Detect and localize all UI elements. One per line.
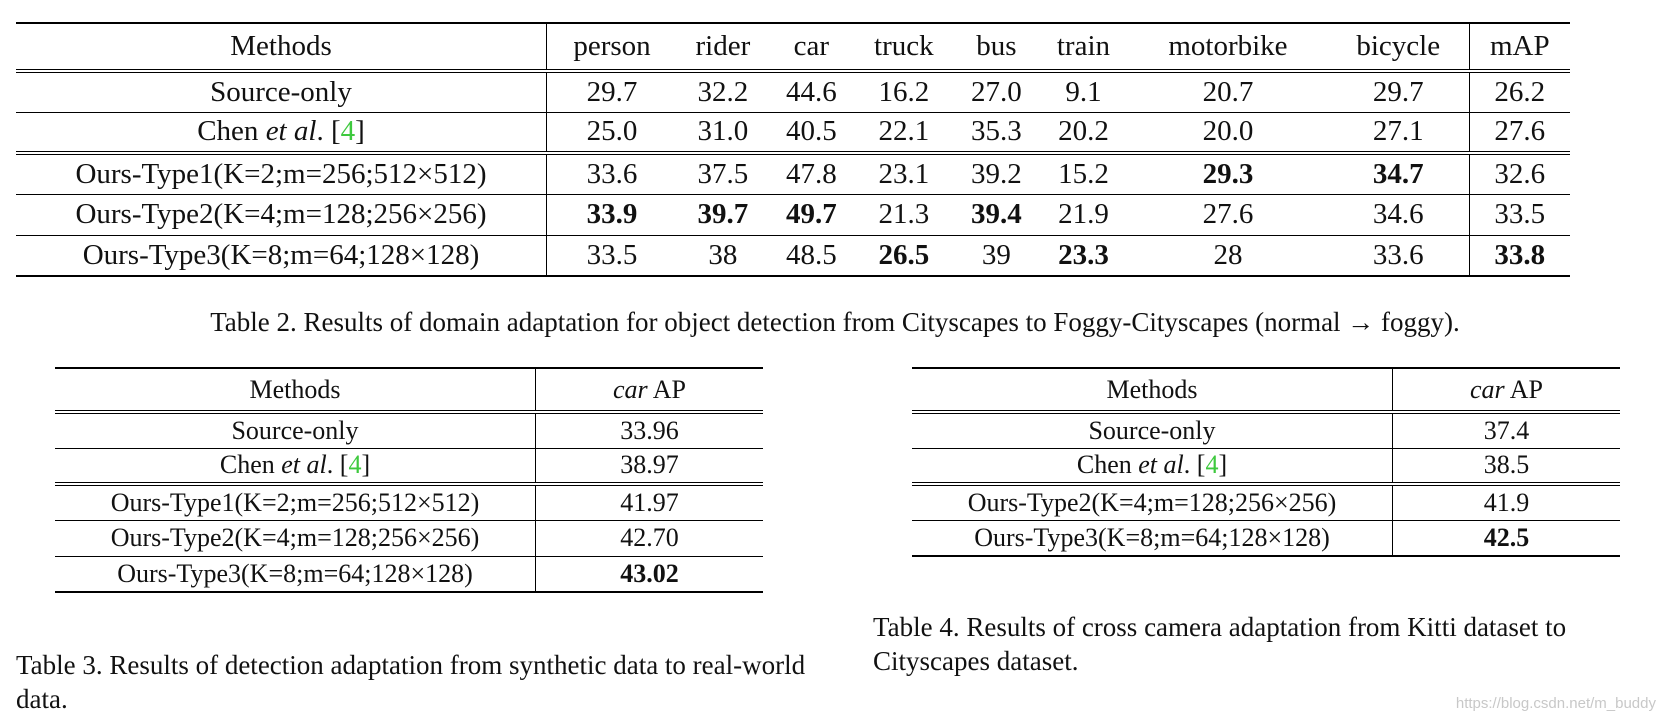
value-cell: 44.6 [769,71,854,112]
method-cell: Source-only [16,71,547,112]
value-cell: 16.2 [854,71,954,112]
table-row [16,112,1570,153]
value-cell: 9.1 [1039,71,1128,112]
value-cell-best: 39.7 [677,194,769,235]
table-row [912,484,1620,520]
table-4 [912,367,1620,557]
value-cell: 34.6 [1328,194,1469,235]
method-cell: Ours-Type3(K=8;m=64;128×128) [912,520,1393,556]
header-metric-text: AP [1504,374,1543,404]
value-cell: 20.7 [1128,71,1328,112]
value-cell: 20.2 [1039,112,1128,153]
value-cell: 35.3 [954,112,1039,153]
value-cell-best: 33.8 [1469,235,1570,276]
method-text: . [ [326,450,349,480]
table-header-row [912,368,1620,412]
watermark: https://blog.csdn.net/m_buddy [1455,695,1656,712]
value-cell: 25.0 [547,112,677,153]
table-row [912,448,1620,484]
value-cell-best: 43.02 [536,556,764,592]
citation-link[interactable]: 4 [348,450,362,480]
table-3-caption: Table 3. Results of detection adaptation from synthetic data to real-world data. [16,650,806,714]
value-cell: 33.5 [547,235,677,276]
table-4-caption: Table 4. Results of cross camera adaptation from Kitti dataset to Cityscapes dataset. [873,612,1567,676]
value-cell: 32.6 [1469,153,1570,194]
table-header-row [55,368,763,412]
header-methods: Methods [16,23,547,71]
method-cell [16,112,547,153]
value-cell: 33.5 [1469,194,1570,235]
method-text: Chen [219,450,282,480]
header-map: mAP [1469,23,1570,71]
header-car: car [769,23,854,71]
header-bicycle: bicycle [1328,23,1469,71]
header-car-ap [536,368,764,412]
value-cell: 41.9 [1393,484,1621,520]
value-cell: 27.6 [1469,112,1570,153]
method-cell: Ours-Type2(K=4;m=128;256×256) [16,194,547,235]
table-2 [16,22,1570,277]
method-text: ] [361,450,371,480]
table-row [16,71,1570,112]
citation-link[interactable]: 4 [1205,450,1219,480]
header-motorbike: motorbike [1128,23,1328,71]
value-cell-best: 26.5 [854,235,954,276]
method-cell [55,448,536,484]
method-italic-text: et al [1138,450,1184,480]
header-car-ap [1393,368,1621,412]
method-text: ] [355,115,365,148]
header-methods: Methods [55,368,536,412]
value-cell: 27.1 [1328,112,1469,153]
value-cell-best: 39.4 [954,194,1039,235]
table-row [55,484,763,520]
header-methods: Methods [912,368,1393,412]
value-cell: 40.5 [769,112,854,153]
value-cell: 41.97 [536,484,764,520]
table-row [912,412,1620,448]
table-row [55,520,763,556]
method-cell: Ours-Type1(K=2;m=256;512×512) [55,484,536,520]
value-cell: 38.97 [536,448,764,484]
header-truck: truck [854,23,954,71]
value-cell: 33.6 [547,153,677,194]
value-cell: 26.2 [1469,71,1570,112]
value-cell: 27.6 [1128,194,1328,235]
value-cell: 38.5 [1393,448,1621,484]
method-text: ] [1218,450,1228,480]
method-cell: Source-only [912,412,1393,448]
value-cell: 21.9 [1039,194,1128,235]
value-cell-best: 33.9 [547,194,677,235]
table-row [16,235,1570,276]
method-text: . [ [1183,450,1206,480]
header-metric-text: AP [647,374,686,404]
value-cell: 15.2 [1039,153,1128,194]
table-row [55,556,763,592]
table-3 [55,367,763,593]
value-cell: 29.7 [1328,71,1469,112]
method-italic-text: et al [281,450,327,480]
method-text: . [ [316,115,341,148]
method-cell: Ours-Type3(K=8;m=64;128×128) [55,556,536,592]
method-cell [912,448,1393,484]
method-cell: Ours-Type2(K=4;m=128;256×256) [912,484,1393,520]
value-cell: 42.70 [536,520,764,556]
value-cell: 39 [954,235,1039,276]
value-cell: 27.0 [954,71,1039,112]
value-cell-best: 42.5 [1393,520,1621,556]
header-metric-italic: car [613,374,648,404]
method-text: Chen [197,115,266,148]
method-cell: Ours-Type1(K=2;m=256;512×512) [16,153,547,194]
header-person: person [547,23,677,71]
method-cell: Ours-Type2(K=4;m=128;256×256) [55,520,536,556]
value-cell: 47.8 [769,153,854,194]
value-cell: 37.4 [1393,412,1621,448]
value-cell: 23.1 [854,153,954,194]
header-train: train [1039,23,1128,71]
table-row [912,520,1620,556]
table-row [55,412,763,448]
value-cell: 39.2 [954,153,1039,194]
method-text: Chen [1076,450,1139,480]
table-2-caption: Table 2. Results of domain adaptation for object detection from Cityscapes to Foggy-Cityscapes (normal → foggy). [210,307,1460,337]
value-cell: 20.0 [1128,112,1328,153]
citation-link[interactable]: 4 [340,115,356,148]
value-cell-best: 23.3 [1039,235,1128,276]
table-row [55,448,763,484]
table-row [16,153,1570,194]
value-cell: 33.6 [1328,235,1469,276]
value-cell: 38 [677,235,769,276]
value-cell: 28 [1128,235,1328,276]
value-cell: 29.7 [547,71,677,112]
value-cell: 21.3 [854,194,954,235]
header-metric-italic: car [1470,374,1505,404]
value-cell: 31.0 [677,112,769,153]
header-bus: bus [954,23,1039,71]
table-row [16,194,1570,235]
value-cell-best: 49.7 [769,194,854,235]
method-cell: Source-only [55,412,536,448]
value-cell: 22.1 [854,112,954,153]
value-cell-best: 34.7 [1328,153,1469,194]
value-cell: 32.2 [677,71,769,112]
method-italic-text: et al [265,115,317,148]
value-cell-best: 29.3 [1128,153,1328,194]
value-cell: 48.5 [769,235,854,276]
method-cell: Ours-Type3(K=8;m=64;128×128) [16,235,547,276]
value-cell: 37.5 [677,153,769,194]
value-cell: 33.96 [536,412,764,448]
header-rider: rider [677,23,769,71]
table-header-row [16,23,1570,71]
